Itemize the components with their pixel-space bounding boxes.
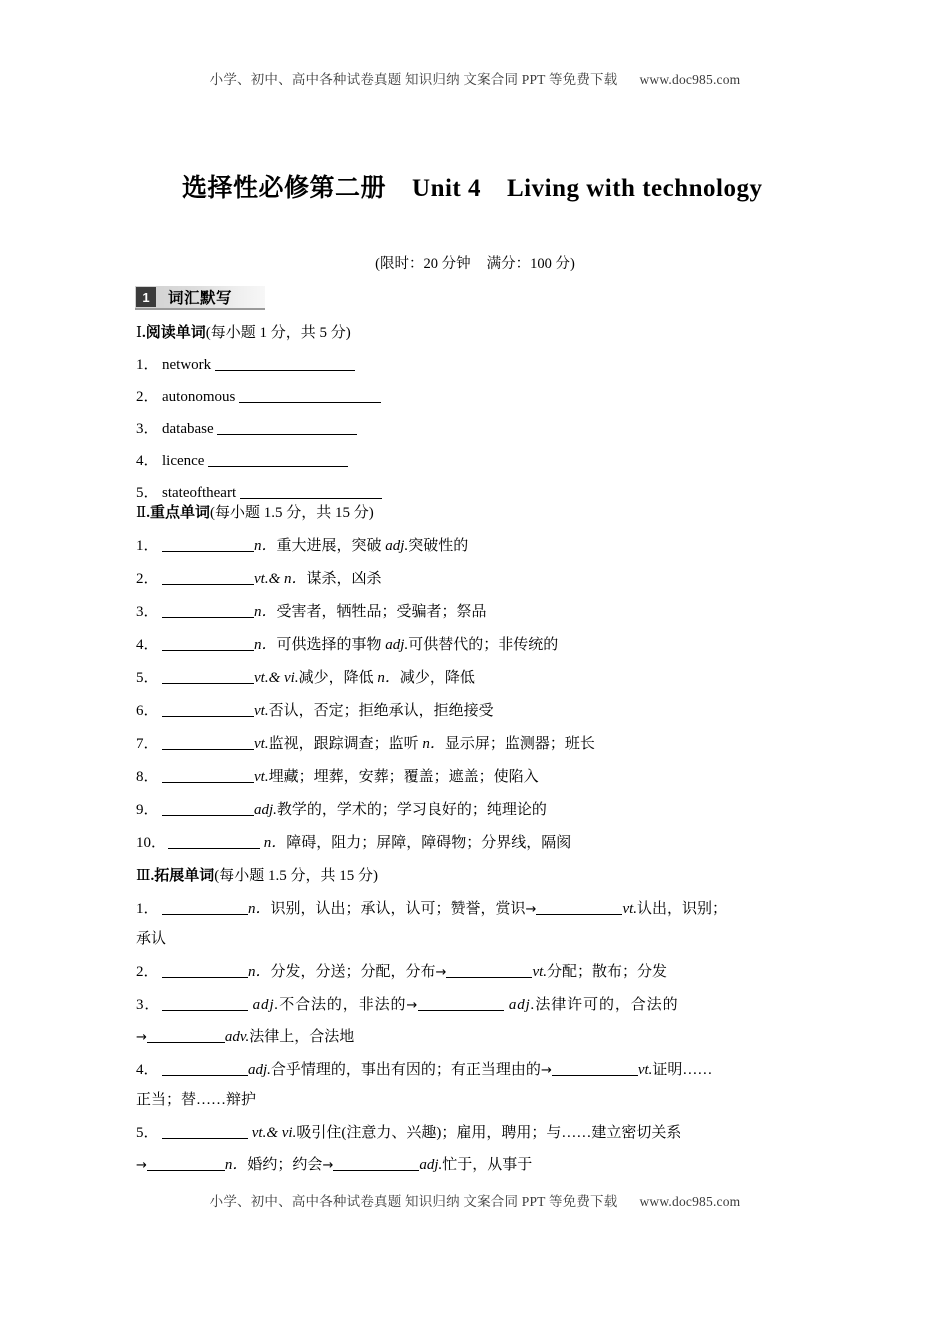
part-of-speech-2: n． <box>224 1157 248 1173</box>
part-of-speech-2: n． <box>377 670 400 686</box>
gloss-3: 忙于，从事于 <box>442 1157 533 1173</box>
part-of-speech-2: vt. <box>637 1062 653 1078</box>
answer-blank[interactable] <box>162 996 248 1011</box>
answer-blank[interactable] <box>162 603 254 618</box>
part-of-speech-3: adv. <box>224 1029 250 1045</box>
gloss: 识别，认出；承认，认可；赞誉，赏识 <box>270 901 526 917</box>
item-number: 2． <box>136 571 159 587</box>
answer-blank[interactable] <box>162 1124 248 1139</box>
answer-blank[interactable] <box>217 420 357 435</box>
gloss: 教学的，学术的；学习良好的；纯理论的 <box>276 802 547 818</box>
arrow-icon: → <box>406 998 419 1013</box>
answer-blank[interactable] <box>162 669 254 684</box>
item-word: autonomous <box>162 389 236 405</box>
item-number: 7． <box>136 736 159 752</box>
gloss-2: 突破性的 <box>408 538 469 554</box>
section-3-roman: Ⅲ <box>136 868 151 884</box>
part-of-speech: vt. <box>254 703 269 719</box>
section-2-roman: Ⅱ <box>136 505 147 521</box>
list-item <box>136 702 595 719</box>
part-of-speech: adj. <box>254 802 277 818</box>
part-of-speech: n． <box>254 604 277 620</box>
answer-blank[interactable] <box>446 963 532 978</box>
section-3-title: .拓展单词 <box>150 868 215 884</box>
answer-blank[interactable] <box>215 356 355 371</box>
part-of-speech-2: vt. <box>532 964 548 980</box>
list-item <box>136 996 727 1045</box>
gloss-3: 法律上，合法地 <box>249 1029 355 1045</box>
answer-blank[interactable] <box>162 570 254 585</box>
gloss: 不合法的，非法的 <box>279 997 407 1013</box>
answer-blank[interactable] <box>168 834 260 849</box>
title-chinese: 选择性必修第二册 <box>182 175 387 202</box>
section-1 <box>136 326 382 501</box>
part-of-speech: n． <box>248 964 271 980</box>
running-header <box>0 68 950 88</box>
section-3-heading <box>136 869 727 884</box>
gloss: 监视，跟踪调查；监听 <box>268 736 419 752</box>
item-number: 1． <box>136 901 159 917</box>
gloss: 障碍，阻力；屏障，障碍物；分界线，隔阂 <box>286 835 572 851</box>
list-item <box>136 768 595 785</box>
arrow-icon: → <box>540 1063 552 1078</box>
gloss-2: 婚约；约会 <box>247 1157 323 1173</box>
list-item <box>136 537 595 554</box>
arrow-icon-2: → <box>136 1030 147 1045</box>
part-of-speech-2: adj. <box>508 997 536 1013</box>
part-of-speech-2: vt. <box>622 901 638 917</box>
section-number-badge: 1 <box>136 287 156 307</box>
list-item <box>136 1061 727 1108</box>
section-3-meta: (每小题 1.5 分，共 15 分) <box>214 868 378 884</box>
arrow-icon: → <box>136 1158 147 1173</box>
item-number: 5． <box>136 670 159 686</box>
running-footer-url: www.doc985.com <box>639 1194 741 1209</box>
answer-blank[interactable] <box>147 1028 225 1043</box>
gloss: 否认，否定；拒绝承认，拒绝接受 <box>268 703 494 719</box>
answer-blank[interactable] <box>162 900 248 915</box>
gloss-2: 减少，降低 <box>399 670 475 686</box>
answer-blank[interactable] <box>240 484 382 499</box>
list-item <box>136 452 382 469</box>
section-banner-label: 词汇默写 <box>168 290 233 307</box>
gloss: 谋杀，凶杀 <box>306 571 382 587</box>
gloss-2: 法律许可的，合法的 <box>535 997 679 1013</box>
section-1-heading <box>136 326 382 341</box>
list-item <box>136 570 595 587</box>
part-of-speech: vt. <box>254 769 269 785</box>
item-number: 3． <box>136 997 161 1013</box>
item-number: 5． <box>136 1125 159 1141</box>
answer-blank[interactable] <box>147 1156 225 1171</box>
answer-blank[interactable] <box>418 996 504 1011</box>
list-item <box>136 735 595 752</box>
answer-blank[interactable] <box>536 900 622 915</box>
section-1-meta: (每小题 1 分，共 5 分) <box>205 325 351 341</box>
item-number: 4． <box>136 637 159 653</box>
full-score: 满分：100 分) <box>486 256 575 272</box>
gloss: 合乎情理的，事出有因的；有正当理由的 <box>270 1062 541 1078</box>
gloss: 受害者，牺牲品；受骗者；祭品 <box>276 604 487 620</box>
item-number: 3． <box>136 604 159 620</box>
part-of-speech: vt.& vi. <box>254 670 299 686</box>
item-word: licence <box>162 453 205 469</box>
part-of-speech: n． <box>254 538 277 554</box>
list-item <box>136 1124 727 1173</box>
list-item <box>136 801 595 818</box>
item-number: 10． <box>136 835 167 851</box>
arrow-icon: → <box>435 965 447 980</box>
section-2-heading <box>136 506 595 521</box>
answer-blank[interactable] <box>162 537 254 552</box>
running-footer <box>0 1190 950 1210</box>
answer-blank[interactable] <box>162 963 248 978</box>
gloss: 重大进展，突破 <box>276 538 382 554</box>
answer-blank[interactable] <box>162 636 254 651</box>
part-of-speech-3: adj. <box>419 1157 443 1173</box>
list-item <box>136 900 727 947</box>
gloss-continuation: 承认 <box>136 931 167 947</box>
section-1-title: .阅读单词 <box>141 325 206 341</box>
item-number: 9． <box>136 802 159 818</box>
item-number: 6． <box>136 703 159 719</box>
section-2-meta: (每小题 1.5 分，共 15 分) <box>209 505 374 521</box>
item-number: 1． <box>136 538 159 554</box>
answer-blank[interactable] <box>162 768 254 783</box>
gloss-2: 证明…… <box>652 1062 713 1078</box>
gloss-2: 分配；散布；分发 <box>547 964 668 980</box>
answer-blank[interactable] <box>162 801 254 816</box>
item-number: 1． <box>136 357 159 373</box>
item-word: stateoftheart <box>162 485 237 501</box>
part-of-speech-2: n． <box>422 736 445 752</box>
gloss: 减少，降低 <box>298 670 374 686</box>
section-banner <box>135 286 265 310</box>
section-2-title: .重点单词 <box>146 505 210 521</box>
list-item <box>136 963 727 980</box>
title-unit: Unit 4 <box>412 175 481 202</box>
answer-blank[interactable] <box>208 452 348 467</box>
answer-blank[interactable] <box>162 702 254 717</box>
part-of-speech: vt. <box>254 736 269 752</box>
answer-blank[interactable] <box>552 1061 638 1076</box>
section-3 <box>136 869 727 1173</box>
running-header-url: www.doc985.com <box>639 72 741 87</box>
part-of-speech: vt.& n． <box>254 571 307 587</box>
part-of-speech: n． <box>263 835 287 851</box>
part-of-speech-2: adj. <box>385 538 409 554</box>
gloss-2: 显示屏；监测器；班长 <box>444 736 595 752</box>
answer-blank[interactable] <box>239 388 381 403</box>
part-of-speech: n． <box>248 901 271 917</box>
exam-conditions <box>0 252 950 273</box>
answer-blank[interactable] <box>162 735 254 750</box>
list-item <box>136 484 382 501</box>
gloss-continuation: 正当；替……辩护 <box>136 1092 257 1108</box>
item-number: 4． <box>136 453 159 469</box>
section-1-roman: Ⅰ <box>136 325 142 341</box>
part-of-speech: adj. <box>252 997 280 1013</box>
gloss-2: 可供替代的；非传统的 <box>408 637 559 653</box>
arrow-icon-2: → <box>322 1158 334 1173</box>
item-word: network <box>162 357 212 373</box>
part-of-speech-2: adj. <box>385 637 409 653</box>
item-number: 4． <box>136 1062 159 1078</box>
answer-blank[interactable] <box>162 1061 248 1076</box>
running-header-text: 小学、初中、高中各种试卷真题 知识归纳 文案合同 PPT 等免费下载 <box>209 72 618 87</box>
list-item <box>136 669 595 686</box>
gloss: 可供选择的事物 <box>276 637 382 653</box>
list-item <box>136 636 595 653</box>
list-item <box>136 834 595 851</box>
part-of-speech: vt.& vi. <box>251 1125 297 1141</box>
gloss-2: 认出，识别； <box>637 901 728 917</box>
title-english: Living with technology <box>507 175 763 202</box>
gloss: 分发，分送；分配，分布 <box>270 964 436 980</box>
gloss: 吸引住(注意力、兴趣)；雇用，聘用；与……建立密切关系 <box>296 1125 682 1141</box>
list-item <box>136 356 382 373</box>
part-of-speech: adj. <box>248 1062 271 1078</box>
section-2 <box>136 506 595 851</box>
gloss: 埋藏；埋葬，安葬；覆盖；遮盖；使陷入 <box>268 769 539 785</box>
item-number: 5． <box>136 485 159 501</box>
item-word: database <box>162 421 214 437</box>
page-title <box>182 168 762 204</box>
time-limit: (限时：20 分钟 <box>375 256 471 272</box>
item-number: 2． <box>136 389 159 405</box>
list-item <box>136 603 595 620</box>
item-number: 2． <box>136 964 159 980</box>
part-of-speech: n． <box>254 637 277 653</box>
list-item <box>136 388 382 405</box>
answer-blank[interactable] <box>333 1156 419 1171</box>
item-number: 8． <box>136 769 159 785</box>
running-footer-text: 小学、初中、高中各种试卷真题 知识归纳 文案合同 PPT 等免费下载 <box>209 1194 618 1209</box>
list-item <box>136 420 382 437</box>
arrow-icon: → <box>525 902 537 917</box>
item-number: 3． <box>136 421 159 437</box>
